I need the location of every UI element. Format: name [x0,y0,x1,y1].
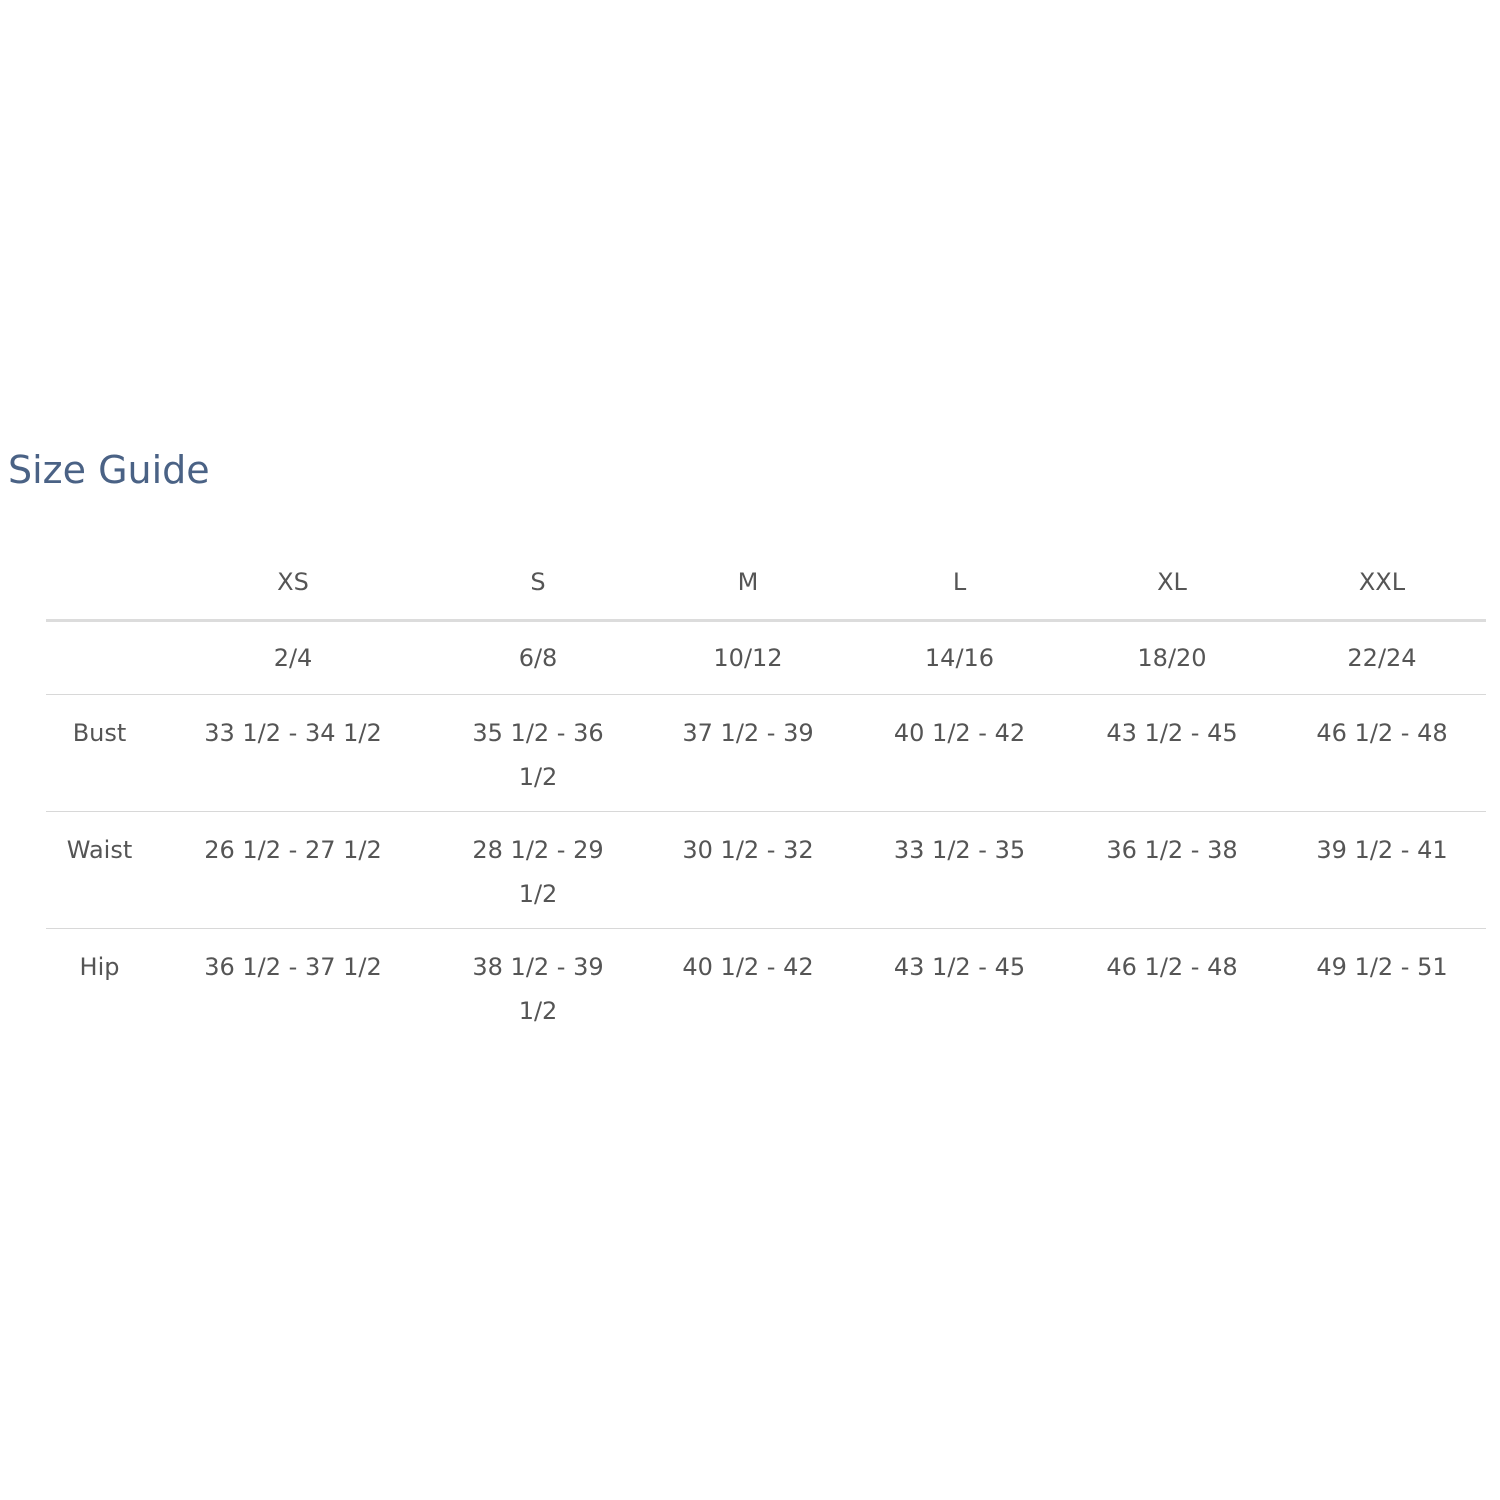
table-cell: 30 1/2 - 32 [643,812,853,929]
table-cell: 38 1/2 - 39 1/2 [472,953,604,1025]
size-header: XXL [1278,545,1486,621]
row-label: Waist [46,812,153,929]
table-cell: 40 1/2 - 42 [682,953,814,981]
size-header: XL [1066,545,1278,621]
table-cell: 46 1/2 - 48 [1278,695,1486,812]
numeric-size-cell: 10/12 [643,621,853,695]
size-header: L [853,545,1066,621]
page-title: Size Guide [8,448,210,492]
table-cell: 33 1/2 - 34 1/2 [153,695,433,812]
size-header: XS [153,545,433,621]
row-label-empty [46,621,153,695]
table-cell: 28 1/2 - 29 1/2 [433,812,643,929]
numeric-size-cell: 18/20 [1066,621,1278,695]
table-cell: 37 1/2 - 39 [643,695,853,812]
size-header: S [433,545,643,621]
table-cell: 49 1/2 - 51 [1316,953,1448,981]
table-cell: 36 1/2 - 38 [1066,812,1278,929]
corner-cell [46,545,153,621]
size-table [46,545,1486,1046]
table-cell: 36 1/2 - 37 1/2 [204,953,382,981]
table-cell: 39 1/2 - 41 [1278,812,1486,929]
table-cell: 40 1/2 - 42 [853,695,1066,812]
numeric-size-cell: 22/24 [1278,621,1486,695]
table-cell: 43 1/2 - 45 [1066,695,1278,812]
numeric-size-cell: 2/4 [153,621,433,695]
table-cell: 46 1/2 - 48 [1106,953,1238,981]
table-row-waist [46,812,1486,929]
numeric-size-cell: 14/16 [853,621,1066,695]
table-row-bust [46,695,1486,812]
size-header-row [46,545,1486,621]
table-cell: 33 1/2 - 35 [853,812,1066,929]
table-cell: 35 1/2 - 36 1/2 [433,695,643,812]
row-label: Hip [79,953,120,981]
table-cell: 43 1/2 - 45 [893,953,1026,981]
row-label: Bust [46,695,153,812]
table-cell: 26 1/2 - 27 1/2 [153,812,433,929]
numeric-size-row [46,621,1486,695]
size-header: M [643,545,853,621]
table-row-hip [46,929,1486,1046]
numeric-size-cell: 6/8 [433,621,643,695]
